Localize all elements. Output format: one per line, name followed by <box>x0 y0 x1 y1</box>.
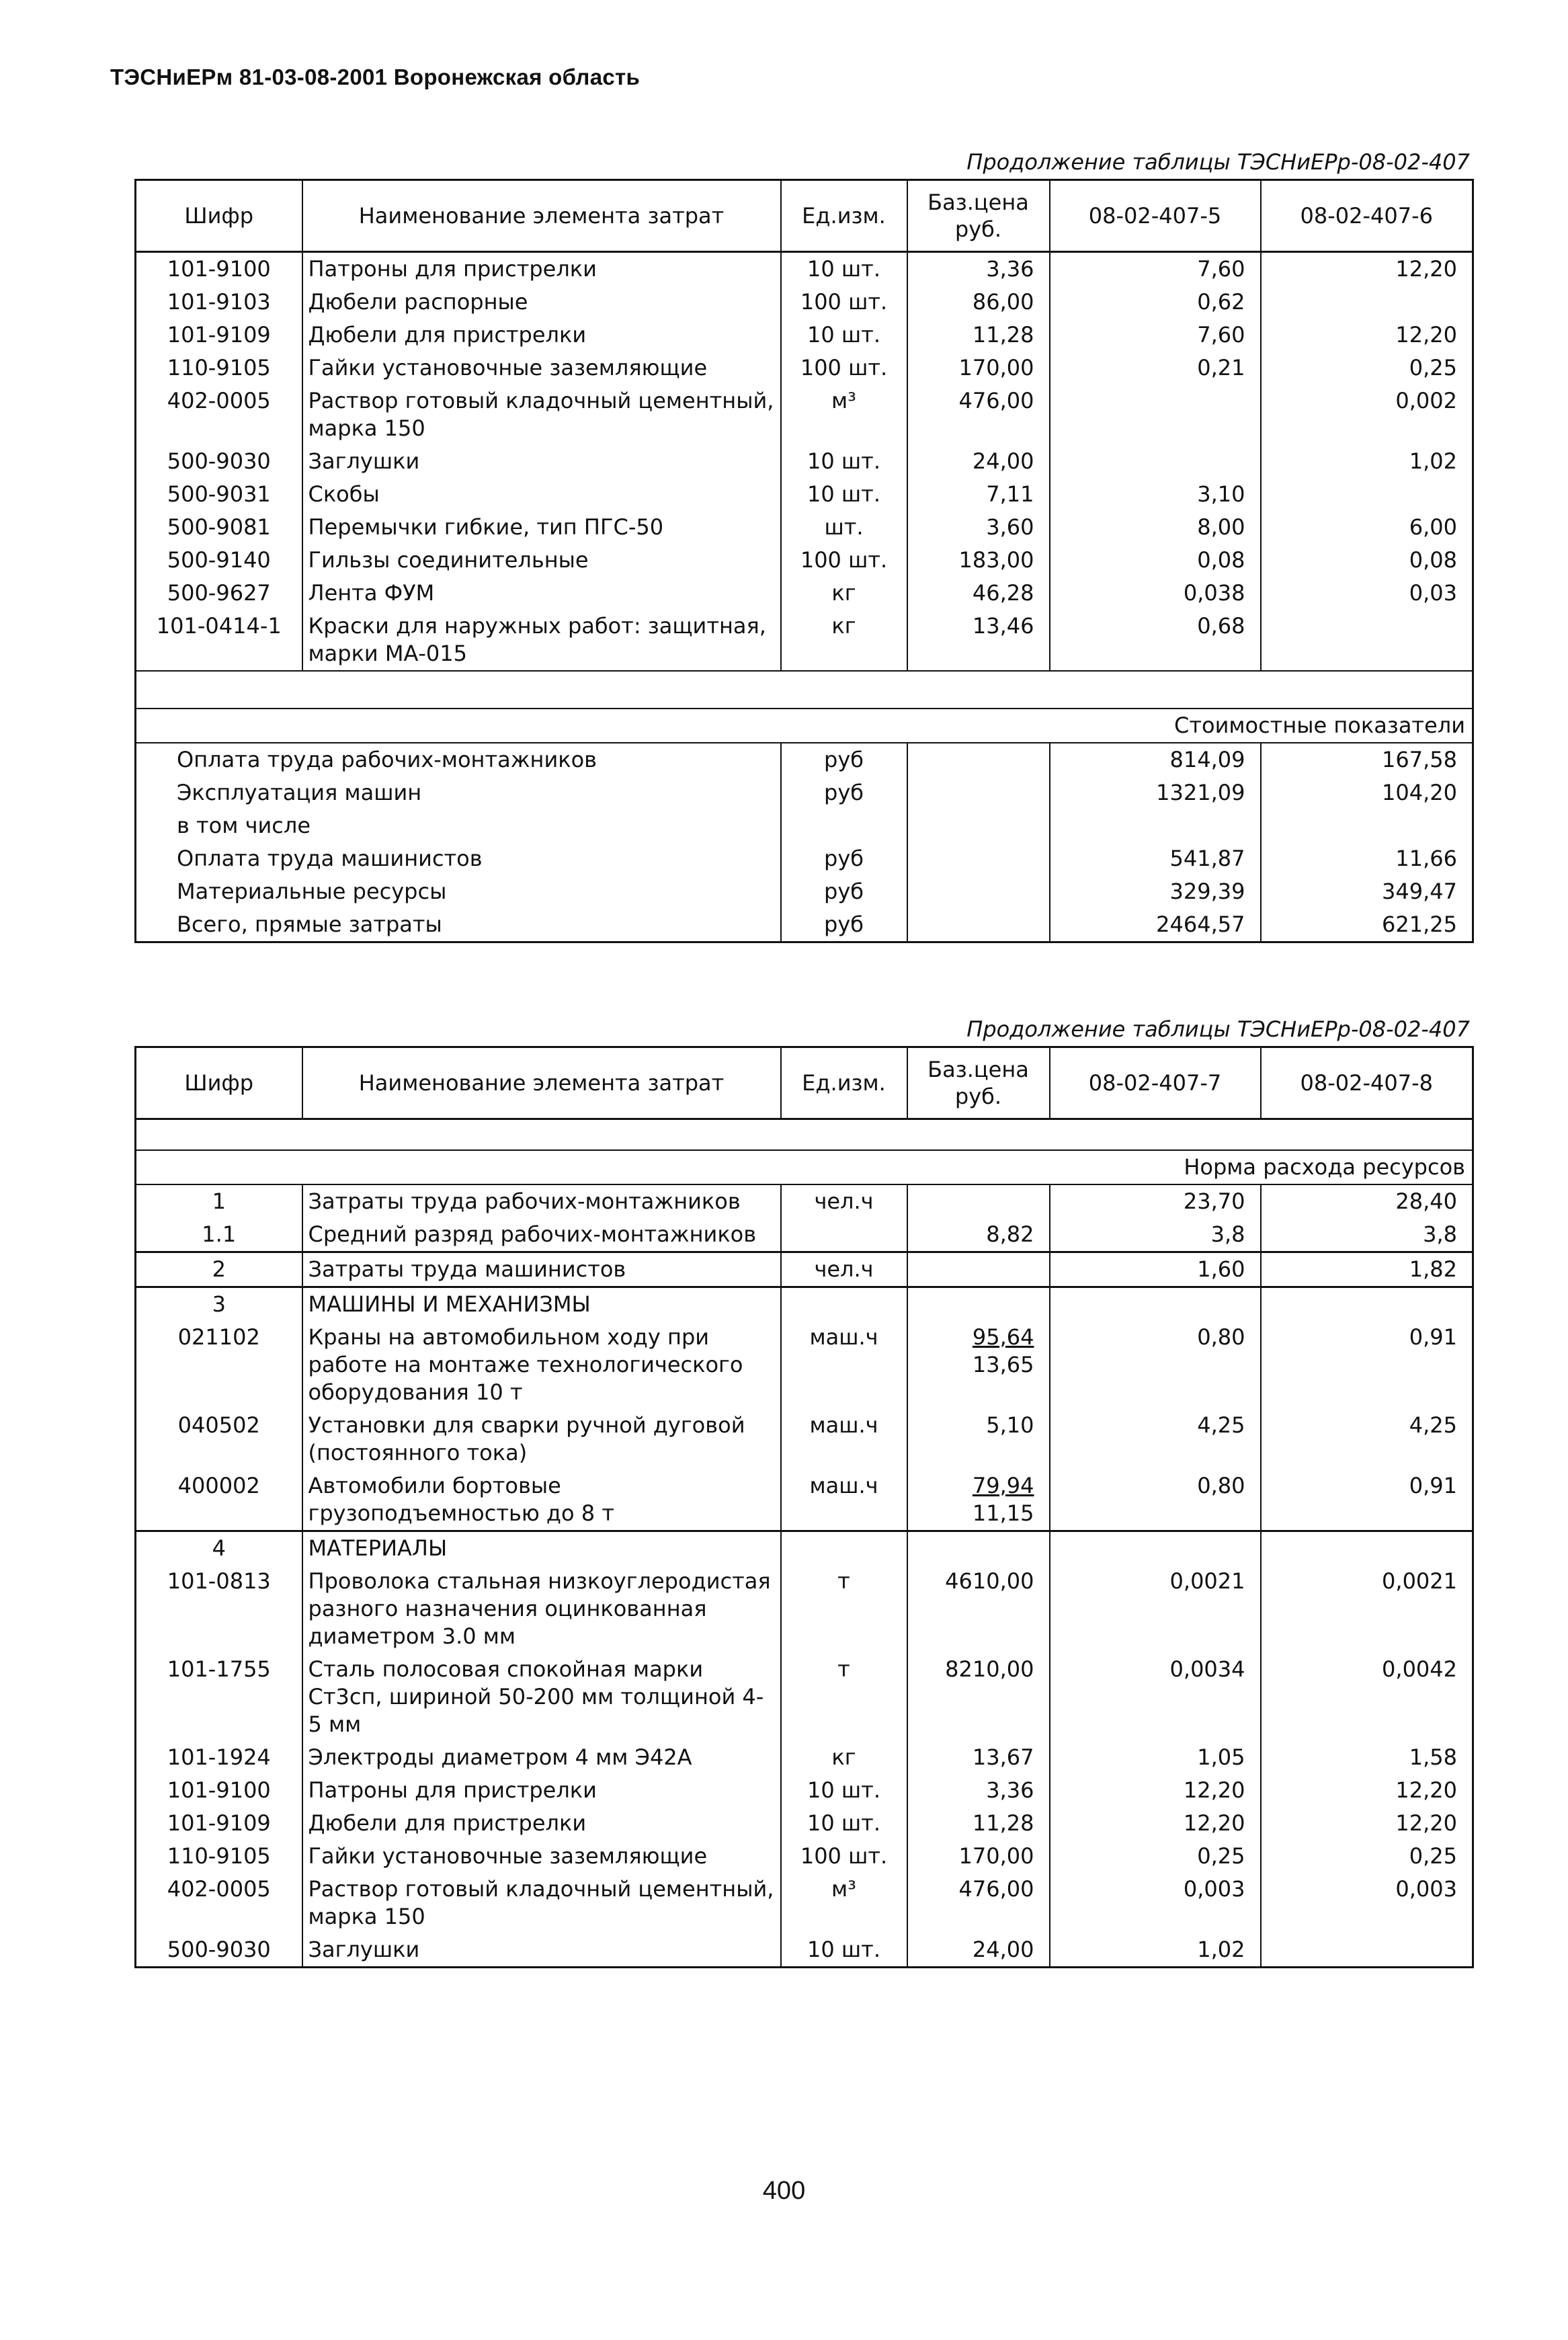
summary-price <box>907 908 1050 942</box>
row-value-7: 0,003 <box>1050 1873 1261 1933</box>
row-code: 500-9030 <box>136 445 302 478</box>
table-row <box>136 1653 1473 1741</box>
row-unit: 100 шт. <box>781 1840 907 1873</box>
row-name: Гайки установочные заземляющие <box>302 1840 781 1873</box>
page-number: 400 <box>762 2177 806 2205</box>
row-value-7: 0,80 <box>1050 1469 1261 1531</box>
table-row <box>136 445 1473 478</box>
row-unit: м³ <box>781 1873 907 1933</box>
row-price <box>907 1469 1050 1531</box>
row-value-5 <box>1050 385 1261 445</box>
row-code: 101-0414-1 <box>136 610 302 671</box>
row-value-6 <box>1261 478 1473 511</box>
row-name: Заглушки <box>302 1933 781 1968</box>
row-unit <box>781 1531 907 1566</box>
table-row <box>136 610 1473 671</box>
row-code: 402-0005 <box>136 385 302 445</box>
summary-value-5: 541,87 <box>1050 842 1261 875</box>
table-row <box>136 577 1473 610</box>
col-header-unit: Ед.изм. <box>781 1047 907 1119</box>
row-code: 101-1924 <box>136 1741 302 1774</box>
row-unit: кг <box>781 577 907 610</box>
summary-row <box>136 776 1473 809</box>
row-price: 13,46 <box>907 610 1050 671</box>
summary-price <box>907 875 1050 908</box>
summary-value-5: 814,09 <box>1050 743 1261 776</box>
col-header-norm-6: 08-02-407-6 <box>1261 180 1473 252</box>
row-value-6: 0,03 <box>1261 577 1473 610</box>
row-value-5: 7,60 <box>1050 252 1261 286</box>
row-value-5: 8,00 <box>1050 511 1261 544</box>
row-unit: м³ <box>781 385 907 445</box>
row-name: Заглушки <box>302 445 781 478</box>
row-name: Скобы <box>302 478 781 511</box>
summary-label: Эксплуатация машин <box>136 776 781 809</box>
row-value-5: 0,62 <box>1050 286 1261 319</box>
row-name: Затраты труда рабочих-монтажников <box>302 1184 781 1218</box>
table-row <box>136 1409 1473 1469</box>
row-value-7: 12,20 <box>1050 1774 1261 1807</box>
row-price: 24,00 <box>907 445 1050 478</box>
row-value-8: 3,8 <box>1261 1218 1473 1252</box>
table-row <box>136 286 1473 319</box>
summary-value-6 <box>1261 809 1473 842</box>
row-price <box>907 1287 1050 1322</box>
summary-unit: руб <box>781 842 907 875</box>
row-value-5: 0,68 <box>1050 610 1261 671</box>
row-name: Сталь полосовая спокойная марки Ст3сп, шириной 50-200 мм толщиной 4-5 мм <box>302 1653 781 1741</box>
row-code: 402-0005 <box>136 1873 302 1933</box>
row-value-8: 28,40 <box>1261 1184 1473 1218</box>
row-value-8 <box>1261 1933 1473 1968</box>
row-unit: маш.ч <box>781 1321 907 1409</box>
row-price: 86,00 <box>907 286 1050 319</box>
row-name: Патроны для пристрелки <box>302 1774 781 1807</box>
row-value-8: 0,91 <box>1261 1321 1473 1409</box>
row-name: Гильзы соединительные <box>302 544 781 577</box>
row-value-6 <box>1261 610 1473 671</box>
cost-banner: Стоимостные показатели <box>136 709 1473 743</box>
summary-unit <box>781 809 907 842</box>
row-unit: маш.ч <box>781 1409 907 1469</box>
row-value-6: 6,00 <box>1261 511 1473 544</box>
row-value-7: 1,60 <box>1050 1252 1261 1287</box>
row-code: 1 <box>136 1184 302 1218</box>
row-value-8: 0,91 <box>1261 1469 1473 1531</box>
table-row <box>136 1218 1473 1252</box>
row-unit: 10 шт. <box>781 1807 907 1840</box>
table-row <box>136 511 1473 544</box>
col-header-code: Шифр <box>136 1047 302 1119</box>
row-code: 101-9103 <box>136 286 302 319</box>
row-value-5: 0,08 <box>1050 544 1261 577</box>
row-code: 101-9100 <box>136 1774 302 1807</box>
row-code: 101-9100 <box>136 252 302 286</box>
table1 <box>134 179 1474 943</box>
summary-value-5: 2464,57 <box>1050 908 1261 942</box>
summary-price <box>907 776 1050 809</box>
row-code: 021102 <box>136 1321 302 1409</box>
row-code: 2 <box>136 1252 302 1287</box>
row-value-6: 0,08 <box>1261 544 1473 577</box>
table-row <box>136 1873 1473 1933</box>
row-name: Раствор готовый кладочный цементный, марка 150 <box>302 1873 781 1933</box>
row-price: 5,10 <box>907 1409 1050 1469</box>
norm-banner-row <box>136 1119 1473 1151</box>
row-value-8 <box>1261 1531 1473 1566</box>
col-header-unit: Ед.изм. <box>781 180 907 252</box>
row-value-7: 0,80 <box>1050 1321 1261 1409</box>
summary-unit: руб <box>781 776 907 809</box>
row-code: 3 <box>136 1287 302 1322</box>
table-row <box>136 385 1473 445</box>
table-row <box>136 1252 1473 1287</box>
row-value-8: 1,58 <box>1261 1741 1473 1774</box>
summary-unit: руб <box>781 908 907 942</box>
row-code: 500-9081 <box>136 511 302 544</box>
row-unit: кг <box>781 610 907 671</box>
col-header-name: Наименование элемента затрат <box>302 1047 781 1119</box>
row-value-7 <box>1050 1287 1261 1322</box>
price-machinist-value: 13,65 <box>972 1352 1034 1377</box>
row-unit: 100 шт. <box>781 352 907 385</box>
table-row <box>136 1933 1473 1968</box>
row-price: 170,00 <box>907 1840 1050 1873</box>
row-unit: 10 шт. <box>781 1774 907 1807</box>
row-value-7: 0,25 <box>1050 1840 1261 1873</box>
row-name: Патроны для пристрелки <box>302 252 781 286</box>
norm-banner: Норма расхода ресурсов <box>136 1150 1473 1184</box>
row-price: 8210,00 <box>907 1653 1050 1741</box>
row-name: Лента ФУМ <box>302 577 781 610</box>
row-value-7: 1,05 <box>1050 1741 1261 1774</box>
summary-value-5 <box>1050 809 1261 842</box>
row-unit: 100 шт. <box>781 286 907 319</box>
row-code: 400002 <box>136 1469 302 1531</box>
table-row <box>136 1807 1473 1840</box>
row-code: 101-9109 <box>136 1807 302 1840</box>
table-row <box>136 1774 1473 1807</box>
row-name: Средний разряд рабочих-монтажников <box>302 1218 781 1252</box>
norm-banner-row <box>136 1150 1473 1184</box>
row-code: 500-9140 <box>136 544 302 577</box>
row-value-7: 1,02 <box>1050 1933 1261 1968</box>
row-value-8: 0,25 <box>1261 1840 1473 1873</box>
summary-value-6: 167,58 <box>1261 743 1473 776</box>
row-code: 101-1755 <box>136 1653 302 1741</box>
table1-caption: Продолжение таблицы ТЭСНиЕРр-08-02-407 <box>966 149 1470 175</box>
table-row <box>136 1184 1473 1218</box>
col-header-price: Баз.цена руб. <box>907 1047 1050 1119</box>
table-row <box>136 1321 1473 1409</box>
cost-banner-row <box>136 671 1473 709</box>
row-unit: чел.ч <box>781 1252 907 1287</box>
row-value-7: 23,70 <box>1050 1184 1261 1218</box>
table-row <box>136 1565 1473 1653</box>
row-name: Автомобили бортовые грузоподъемностью до 8 т <box>302 1469 781 1531</box>
summary-value-5: 329,39 <box>1050 875 1261 908</box>
row-unit: 10 шт. <box>781 478 907 511</box>
row-price <box>907 1321 1050 1409</box>
row-value-6: 12,20 <box>1261 252 1473 286</box>
row-value-7: 0,0021 <box>1050 1565 1261 1653</box>
summary-unit: руб <box>781 743 907 776</box>
row-unit: 10 шт. <box>781 319 907 352</box>
col-header-price: Баз.цена руб. <box>907 180 1050 252</box>
price-value: 95,64 <box>972 1324 1034 1350</box>
row-code: 500-9627 <box>136 577 302 610</box>
row-price: 13,67 <box>907 1741 1050 1774</box>
row-price: 24,00 <box>907 1933 1050 1968</box>
table-row <box>136 1531 1473 1566</box>
summary-label: Всего, прямые затраты <box>136 908 781 942</box>
row-value-5: 7,60 <box>1050 319 1261 352</box>
summary-unit: руб <box>781 875 907 908</box>
table-row <box>136 352 1473 385</box>
row-price: 3,36 <box>907 252 1050 286</box>
row-value-6 <box>1261 286 1473 319</box>
row-unit: 10 шт. <box>781 445 907 478</box>
row-name: Установки для сварки ручной дуговой (постоянного тока) <box>302 1409 781 1469</box>
document-header: ТЭСНиЕРм 81-03-08-2001 Воронежская область <box>110 65 641 89</box>
row-unit: шт. <box>781 511 907 544</box>
summary-row <box>136 842 1473 875</box>
row-value-5: 3,10 <box>1050 478 1261 511</box>
row-value-5: 0,038 <box>1050 577 1261 610</box>
row-price: 476,00 <box>907 385 1050 445</box>
row-name: Дюбели для пристрелки <box>302 1807 781 1840</box>
row-unit <box>781 1287 907 1322</box>
row-unit: 100 шт. <box>781 544 907 577</box>
summary-value-6: 349,47 <box>1261 875 1473 908</box>
row-price: 4610,00 <box>907 1565 1050 1653</box>
row-price: 170,00 <box>907 352 1050 385</box>
table-row <box>136 319 1473 352</box>
row-value-8: 0,003 <box>1261 1873 1473 1933</box>
row-code: 500-9031 <box>136 478 302 511</box>
row-value-8: 12,20 <box>1261 1774 1473 1807</box>
table-row <box>136 1469 1473 1531</box>
row-value-8: 4,25 <box>1261 1409 1473 1469</box>
summary-label: Оплата труда рабочих-монтажников <box>136 743 781 776</box>
col-header-name: Наименование элемента затрат <box>302 180 781 252</box>
summary-value-6: 621,25 <box>1261 908 1473 942</box>
row-value-7: 4,25 <box>1050 1409 1261 1469</box>
summary-label: Оплата труда машинистов <box>136 842 781 875</box>
row-code: 4 <box>136 1531 302 1566</box>
row-value-8: 0,0042 <box>1261 1653 1473 1741</box>
row-price <box>907 1531 1050 1566</box>
row-name: Дюбели распорные <box>302 286 781 319</box>
row-value-5 <box>1050 445 1261 478</box>
row-code: 101-9109 <box>136 319 302 352</box>
row-name: Гайки установочные заземляющие <box>302 352 781 385</box>
row-code: 110-9105 <box>136 1840 302 1873</box>
row-value-7: 12,20 <box>1050 1807 1261 1840</box>
row-price <box>907 1252 1050 1287</box>
col-header-norm-8: 08-02-407-8 <box>1261 1047 1473 1119</box>
summary-row <box>136 875 1473 908</box>
row-name: Проволока стальная низкоуглеродистая разного назначения оцинкованная диаметром 3.0 мм <box>302 1565 781 1653</box>
row-name: Раствор готовый кладочный цементный, марка 150 <box>302 385 781 445</box>
col-header-norm-7: 08-02-407-7 <box>1050 1047 1261 1119</box>
row-unit: чел.ч <box>781 1184 907 1218</box>
price-value: 79,94 <box>972 1473 1034 1498</box>
row-name: Краны на автомобильном ходу при работе на монтаже технологического оборудования 10 т <box>302 1321 781 1409</box>
row-value-8: 12,20 <box>1261 1807 1473 1840</box>
row-unit: кг <box>781 1741 907 1774</box>
row-price: 3,36 <box>907 1774 1050 1807</box>
row-price: 11,28 <box>907 1807 1050 1840</box>
summary-value-5: 1321,09 <box>1050 776 1261 809</box>
row-value-6: 0,25 <box>1261 352 1473 385</box>
summary-price <box>907 842 1050 875</box>
summary-price <box>907 809 1050 842</box>
table2-body <box>136 1184 1473 1968</box>
row-value-5: 0,21 <box>1050 352 1261 385</box>
row-value-6: 1,02 <box>1261 445 1473 478</box>
row-unit: т <box>781 1565 907 1653</box>
table1-summary <box>136 743 1473 942</box>
table2 <box>134 1046 1474 1968</box>
table1-header-row <box>136 180 1473 252</box>
row-code: 110-9105 <box>136 352 302 385</box>
summary-row <box>136 908 1473 942</box>
table2-caption: Продолжение таблицы ТЭСНиЕРр-08-02-407 <box>966 1016 1470 1042</box>
row-name: Затраты труда машинистов <box>302 1252 781 1287</box>
summary-row <box>136 809 1473 842</box>
row-price: 11,28 <box>907 319 1050 352</box>
col-header-norm-5: 08-02-407-5 <box>1050 180 1261 252</box>
row-code: 500-9030 <box>136 1933 302 1968</box>
table2-header-row <box>136 1047 1473 1119</box>
row-value-8: 0,0021 <box>1261 1565 1473 1653</box>
row-name: Электроды диаметром 4 мм Э42А <box>302 1741 781 1774</box>
table-row <box>136 478 1473 511</box>
row-name: МАТЕРИАЛЫ <box>302 1531 781 1566</box>
cost-banner-row <box>136 709 1473 743</box>
table-row <box>136 1840 1473 1873</box>
summary-label: в том числе <box>136 809 781 842</box>
row-unit: 10 шт. <box>781 252 907 286</box>
col-header-code: Шифр <box>136 180 302 252</box>
row-price: 476,00 <box>907 1873 1050 1933</box>
row-unit: 10 шт. <box>781 1933 907 1968</box>
price-machinist-value: 11,15 <box>972 1500 1034 1526</box>
row-unit: т <box>781 1653 907 1741</box>
row-price: 8,82 <box>907 1218 1050 1252</box>
row-name: Краски для наружных работ: защитная, марки МА-015 <box>302 610 781 671</box>
summary-value-6: 104,20 <box>1261 776 1473 809</box>
table-row <box>136 1287 1473 1322</box>
summary-value-6: 11,66 <box>1261 842 1473 875</box>
row-name: Дюбели для пристрелки <box>302 319 781 352</box>
row-code: 040502 <box>136 1409 302 1469</box>
row-code: 101-0813 <box>136 1565 302 1653</box>
row-name: Перемычки гибкие, тип ПГС-50 <box>302 511 781 544</box>
row-price: 7,11 <box>907 478 1050 511</box>
table1-body <box>136 252 1473 672</box>
row-name: МАШИНЫ И МЕХАНИЗМЫ <box>302 1287 781 1322</box>
table-row <box>136 544 1473 577</box>
row-value-7 <box>1050 1531 1261 1566</box>
row-price <box>907 1184 1050 1218</box>
table-row <box>136 1741 1473 1774</box>
row-price: 46,28 <box>907 577 1050 610</box>
row-code: 1.1 <box>136 1218 302 1252</box>
row-value-6: 0,002 <box>1261 385 1473 445</box>
row-value-7: 3,8 <box>1050 1218 1261 1252</box>
table-row <box>136 252 1473 286</box>
row-unit <box>781 1218 907 1252</box>
summary-row <box>136 743 1473 776</box>
row-value-8 <box>1261 1287 1473 1322</box>
summary-price <box>907 743 1050 776</box>
row-value-6: 12,20 <box>1261 319 1473 352</box>
row-value-8: 1,82 <box>1261 1252 1473 1287</box>
row-price: 183,00 <box>907 544 1050 577</box>
row-unit: маш.ч <box>781 1469 907 1531</box>
row-value-7: 0,0034 <box>1050 1653 1261 1741</box>
summary-label: Материальные ресурсы <box>136 875 781 908</box>
row-price: 3,60 <box>907 511 1050 544</box>
